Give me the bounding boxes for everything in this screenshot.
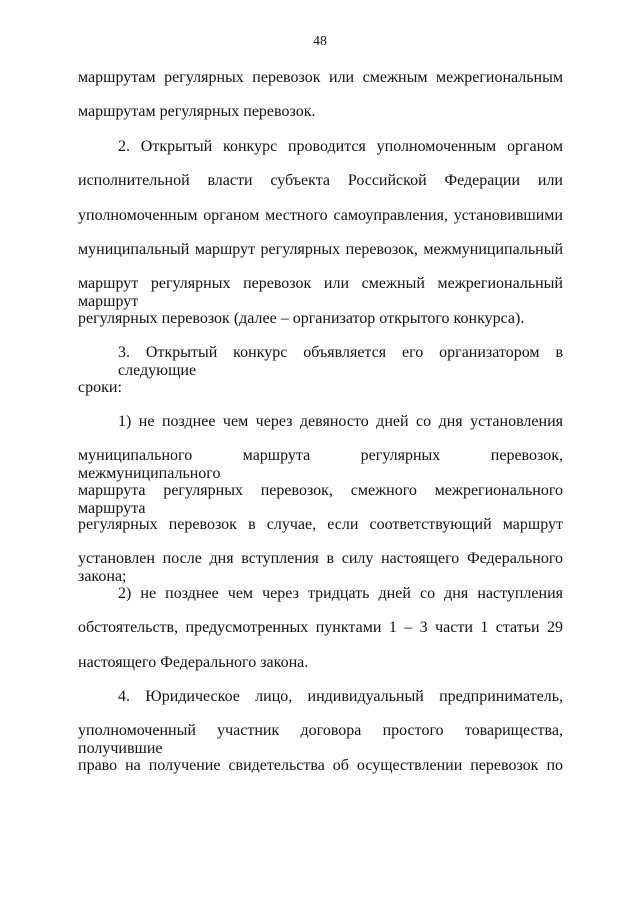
text-line: 2) не позднее чем через тридцать дней со дня наступления	[118, 584, 563, 602]
text-line: исполнительной власти субъекта Российской Федерации или	[78, 172, 563, 190]
text-line: маршрутам регулярных перевозок или смежным межрегиональным	[78, 69, 563, 86]
page-number: 48	[313, 34, 327, 49]
text-line: установлен после дня вступления в силу настоящего Федерального закона;	[78, 550, 563, 586]
text-line: 3. Открытый конкурс объявляется его организатором в следующие	[118, 344, 563, 380]
text-line: 4. Юридическое лицо, индивидуальный предприниматель,	[118, 688, 563, 706]
text-line: 1) не позднее чем через девяносто дней со дня установления	[118, 412, 563, 430]
text-line: уполномоченным органом местного самоуправления, установившими	[78, 206, 563, 224]
text-line: муниципальный маршрут регулярных перевозок, межмуниципальный	[78, 240, 563, 258]
text-line: обстоятельств, предусмотренных пунктами 1 – 3 части 1 статьи 29	[78, 619, 563, 637]
document-body	[78, 69, 563, 791]
text-line: регулярных перевозок в случае, если соответствующий маршрут	[78, 516, 563, 534]
text-line: сроки:	[78, 378, 122, 396]
text-line: 2. Открытый конкурс проводится уполномоченным органом	[118, 137, 563, 155]
text-line: настоящего Федерального закона.	[78, 653, 309, 671]
text-line: регулярных перевозок (далее – организатор открытого конкурса).	[78, 309, 525, 327]
text-line: уполномоченный участник договора простого товарищества, получившие	[78, 722, 563, 758]
text-line: маршрутам регулярных перевозок.	[78, 103, 316, 121]
text-line: маршрута регулярных перевозок, смежного межрегионального маршрута	[78, 481, 563, 517]
text-line: муниципального маршрута регулярных перевозок, межмуниципального	[78, 447, 563, 483]
text-line: право на получение свидетельства об осуществлении перевозок по	[78, 756, 563, 774]
text-line: маршрут регулярных перевозок или смежный межрегиональный маршрут	[78, 275, 563, 311]
